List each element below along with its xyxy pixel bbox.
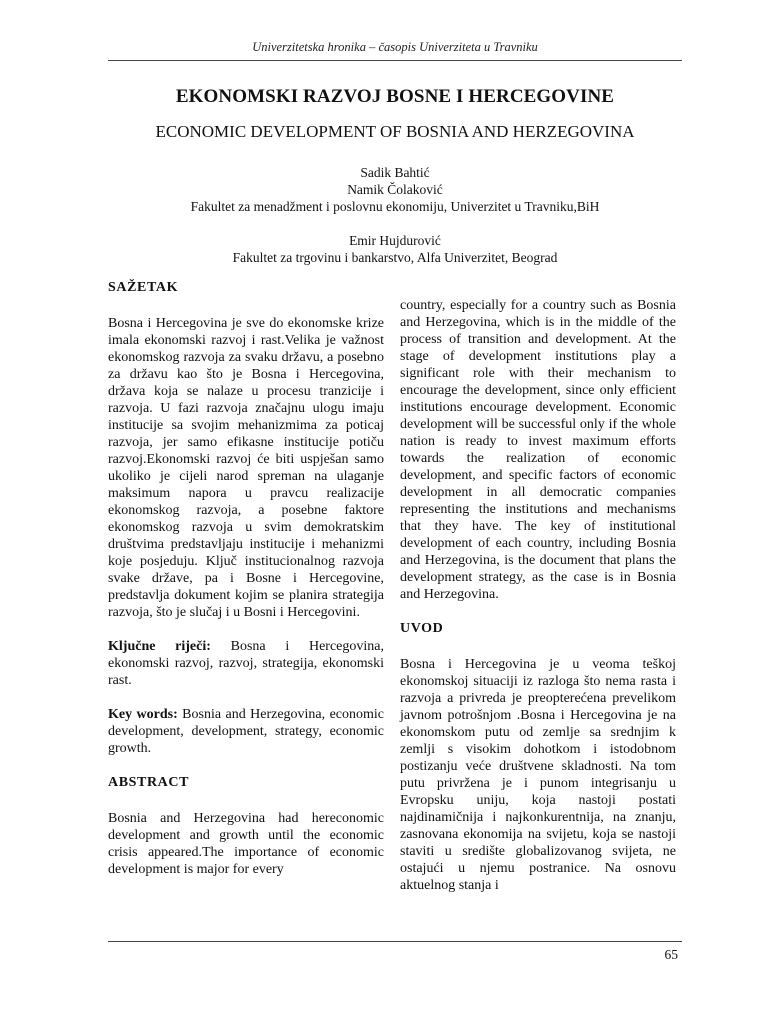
author-name: Namik Čolaković <box>347 182 443 197</box>
key-words-text: Bosnia and Herzegovina, economic development, development, strategy, economic growth. <box>108 707 384 756</box>
left-column <box>108 279 384 895</box>
sazetak-paragraph: Bosna i Hercegovina je sve do ekonomske krize imala ekonomski razvoj i rast.Velika je važnost ekonomskog razvoja za svaku državu, a posebno za državu kao što je Bosna i Hercegovina, država koja se nalaze u procesu tranzicije i razvoja. U fazi razvoja značajnu ulogu imaju institucije sa svojim mehanizmima za poticaj razvoja, jer samo efikasne institucije potiču razvoj.Ekonomski razvoj će biti uspješan samo ukoliko je cijeli narod spreman na ulaganje maksimum napora u pravcu realizacije ekonomskog razvoja, a posebne faktore ekonomskog razvoja u svim demokratskim društvima predstavljaju institucije i mehanizmi koje posjeduju. Ključ institucionalnog razvoja svake države, pa i Bosne i Hercegovine, predstavlja dokument kojim se planira strategija razvoja, što je slučaj i u Bosni i Hercegovini. <box>108 316 384 620</box>
uvod-paragraph: Bosna i Hercegovina je u veoma teškoj ekonomskoj situaciji iz razloga što nema rasta i razvoja a privreda je preopterećena prevelikom javnom potrošnjom .Bosna i Hercegovina je na ekonomskom putu od zemlje sa srednjim k zemlji s visokim dohotkom i istodobnom postizanju veće društvene skladnosti. Na tom putu privržena je i punom integrisanju u Evropsku uniju, koja nastoji postati najdinamičnija i najkonkurentnija, na znanju, zasnovana ekonomija na svijetu, koja se nastoji staviti u središte globalizovanog svijeta, ne ostajući u njemu postranice. Na osnovu aktuelnog stanja i <box>400 657 676 893</box>
article-subtitle: ECONOMIC DEVELOPMENT OF BOSNIA AND HERZEGOVINA <box>155 122 635 141</box>
abstract-continued-paragraph: country, especially for a country such as Bosnia and Herzegovina, which is in the middle of the process of transition and development. At the stage of development institutions play a significant role with their mechanism to encourage the development, since only efficient institutions encourage development. Economic development will be successful only if the whole nation is ready to invest maximum efforts towards the realization of economic development, and specific factors of economic development in all democratic companies representing the institutions and mechanisms that they have. The key of institutional development of each country, including Bosnia and Herzegovina, is the document that plans the development strategy, as the case is in Bosnia and Herzegovina. <box>400 298 676 602</box>
author-block <box>108 164 682 266</box>
kljucne-rijeci-paragraph <box>108 638 384 689</box>
header-rule <box>108 60 682 61</box>
abstract-paragraph: Bosnia and Herzegovina had hereconomic development and growth until the economic crisis appeared.The importance of economic development is major for every <box>108 811 384 877</box>
author-name: Sadik Bahtić <box>360 165 430 180</box>
right-column <box>400 297 676 911</box>
author-affiliation: Fakultet za menadžment i poslovnu ekonomiju, Univerzitet u Travniku,BiH <box>190 199 600 214</box>
key-words-paragraph <box>108 706 384 757</box>
author-name: Emir Hujdurović <box>349 233 441 248</box>
footer-rule <box>108 941 682 942</box>
sazetak-heading: SAŽETAK <box>108 280 179 295</box>
author-affiliation: Fakultet za trgovinu i bankarstvo, Alfa Univerzitet, Beograd <box>232 250 558 265</box>
abstract-heading: ABSTRACT <box>108 775 190 790</box>
kljucne-rijeci-label: Ključne riječi: <box>108 639 211 654</box>
kljucne-rijeci-text: Bosna i Hercegovina, ekonomski razvoj, razvoj, strategija, ekonomski rast. <box>108 639 384 688</box>
running-header: Univerzitetska hronika – časopis Univerziteta u Travniku <box>252 40 538 54</box>
page-number: 65 <box>664 947 678 962</box>
key-words-label: Key words: <box>108 707 178 722</box>
article-title: EKONOMSKI RAZVOJ BOSNE I HERCEGOVINE <box>175 86 615 107</box>
uvod-heading: UVOD <box>400 621 444 636</box>
